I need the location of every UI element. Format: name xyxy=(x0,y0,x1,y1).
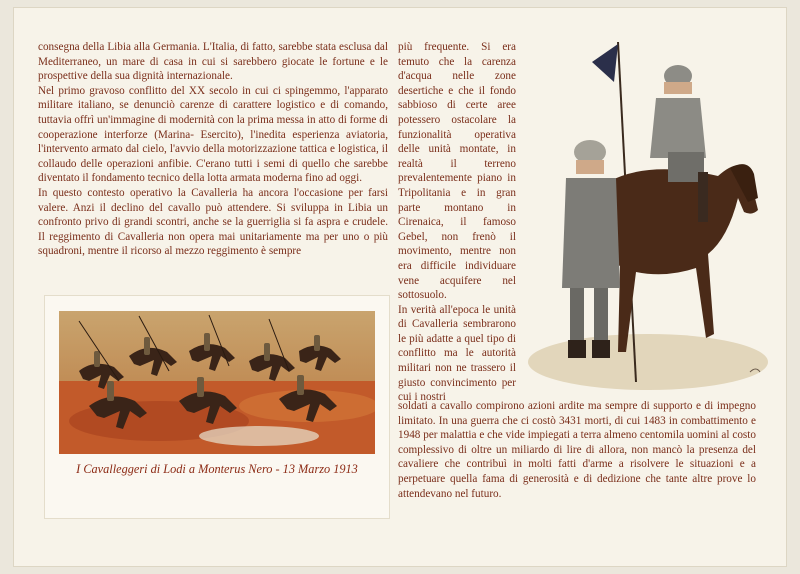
left-column-text xyxy=(38,40,388,259)
cavalry-charge-painting xyxy=(59,311,375,454)
illustration-caption: I Cavalleggeri di Lodi a Monterus Nero - 13 Marzo 1913 xyxy=(76,462,358,476)
right-narrow-text xyxy=(398,40,516,405)
right-paragraph-1: più frequente. Si era temuto che la carenza d'acqua nelle zone desertiche e che il fondo sabbioso di certe aree potessero ostacolare la funzionalità operativa delle unità montate, in realtà il terreno prevalentemente piano in Tripolitania e in gran parte montano in Cirenaica, il famoso Gebel, non frenò il movimento, mentre non era difficile individuare vene acquifere nel sottosuolo. xyxy=(398,41,516,302)
left-paragraph-1: consegna della Libia alla Germania. L'Italia, di fatto, sarebbe stata esclusa dal Mediterraneo, un mare di casa in cui si sarebbero giocate le fortune e le prospettive della sua dignità internazionale. xyxy=(38,41,388,83)
left-paragraph-2: Nel primo gravoso conflitto del XX secolo in cui ci spingemmo, l'apparato militare italiano, se denunciò carenze di carattere logistico e di comando, tuttavia offrì un'immagine di modernità con la prima messa in atto di forme di cooperazione interforze (Marina- Esercito), l'inedita esperienza aviatoria, l'intervento armato dal cielo, l'avvio della motorizzazione tattica e logistica, il collaudo delle operazioni anfibie. C'erano tutti i semi di quello che sarebbe diventato il fondamento tecnico della lotta armata moderna fino ad oggi. xyxy=(38,84,388,185)
battle-illustration-panel xyxy=(44,295,390,519)
right-paragraph-2: In verità all'epoca le unità di Cavalleria sembrarono le più adatte a quel tipo di conflitto ma le autorità militari non ne trassero il giusto convincimento per cui i nostri xyxy=(398,303,516,404)
right-wide-text: soldati a cavallo compirono azioni ardite ma sempre di supporto e di impegno limitato. In una guerra che ci costò 3431 morti, di cui 1483 in combattimento e 1948 per malattia e che vide impiegati a terra almeno centomila uomini al costo complessivo di oltre un miliardo di lire di allora, non mancò la presenza del cavaliere che contribuì in molti fatti d'arme a risolvere le situazioni e a perpetuare quella fama di generosità e di dedizione che tante altre prove lo attendevano nel futuro. xyxy=(398,400,756,500)
cavalry-soldiers-illustration xyxy=(518,22,774,400)
left-paragraph-3: In questo contesto operativo la Cavalleria ha ancora l'occasione per farsi valere. Anzi il declino del cavallo può attendere. Si sviluppa in Libia un confronto privo di grandi scontri, anche se la guerriglia si fa aspra e crudele. Il reggimento di Cavalleria non opera mai unitariamente ma per uno o più squadroni, mentre il ricorso al mezzo reggimento è sempre xyxy=(38,186,388,258)
